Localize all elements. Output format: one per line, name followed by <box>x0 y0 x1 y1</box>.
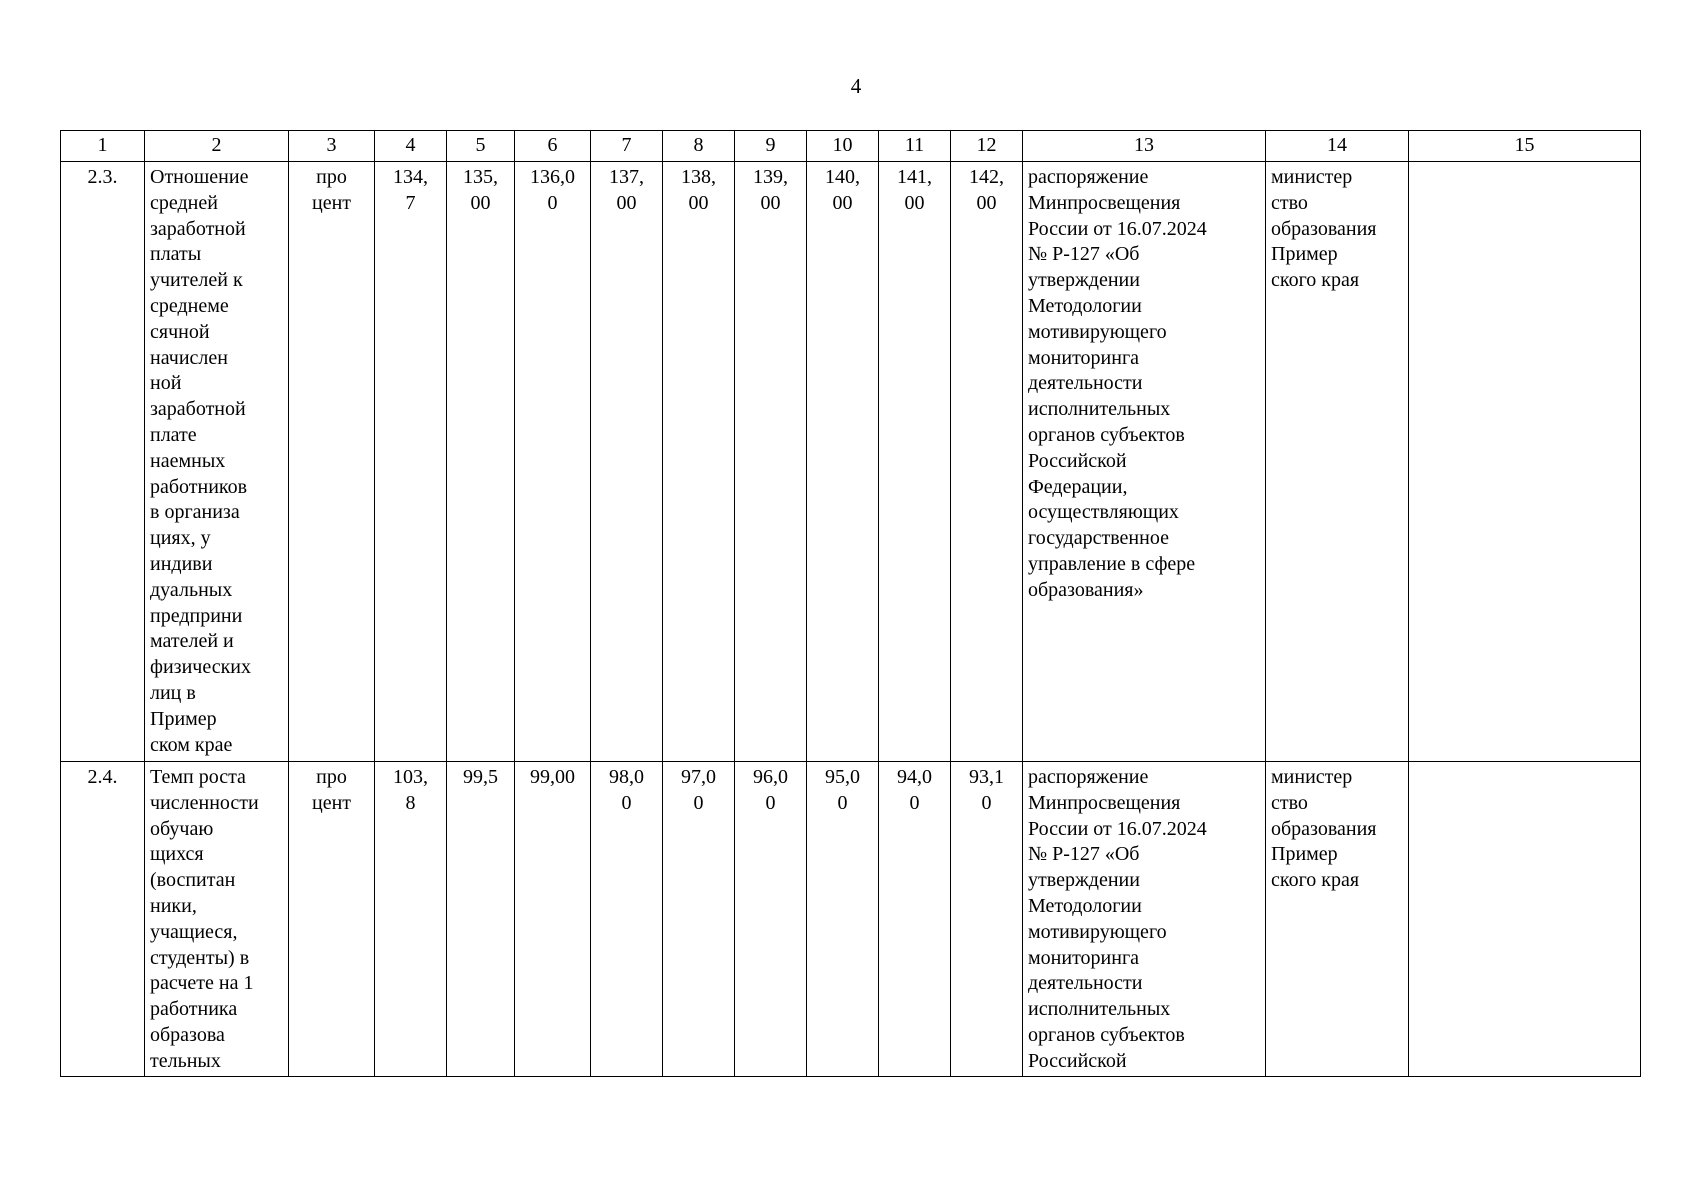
table-row <box>61 162 1641 762</box>
value-cell: 136,0 0 <box>515 162 591 762</box>
note-cell <box>1409 762 1641 1077</box>
value-cell: 93,1 0 <box>951 762 1023 1077</box>
value-cell: 96,0 0 <box>735 762 807 1077</box>
column-number-6: 6 <box>515 131 591 162</box>
value-cell: 142, 00 <box>951 162 1023 762</box>
column-number-13: 13 <box>1023 131 1266 162</box>
column-number-7: 7 <box>591 131 663 162</box>
value-cell: 140, 00 <box>807 162 879 762</box>
row-number: 2.4. <box>61 762 145 1077</box>
table-header-row <box>61 131 1641 162</box>
indicator-name: Отношение средней заработной платы учителей к среднеме сячной начислен ной заработной плате наемных работников в организа циях, у индиви дуальных предприни мателей и физических лиц в Пример ском крае <box>145 162 289 762</box>
value-cell: 98,0 0 <box>591 762 663 1077</box>
column-number-3: 3 <box>289 131 375 162</box>
indicators-table <box>60 130 1641 1077</box>
column-number-8: 8 <box>663 131 735 162</box>
note-cell <box>1409 162 1641 762</box>
value-cell: 135, 00 <box>447 162 515 762</box>
column-number-1: 1 <box>61 131 145 162</box>
column-number-9: 9 <box>735 131 807 162</box>
value-cell: 103, 8 <box>375 762 447 1077</box>
table-row <box>61 762 1641 1077</box>
source-document: распоряжение Минпросвещения России от 16.07.2024 № Р-127 «Об утверждении Методологии мотивирующего мониторинга деятельности исполнительных органов субъектов Российской Федерации, осуществляющих государственное управление в сфере образования» <box>1023 162 1266 762</box>
page-number: 4 <box>850 74 862 98</box>
value-cell: 95,0 0 <box>807 762 879 1077</box>
row-number: 2.3. <box>61 162 145 762</box>
column-number-14: 14 <box>1266 131 1409 162</box>
responsible-body: министер ство образования Пример ского края <box>1266 762 1409 1077</box>
column-number-5: 5 <box>447 131 515 162</box>
responsible-body: министер ство образования Пример ского края <box>1266 162 1409 762</box>
column-number-12: 12 <box>951 131 1023 162</box>
value-cell: 138, 00 <box>663 162 735 762</box>
column-number-2: 2 <box>145 131 289 162</box>
indicator-name: Темп роста численности обучаю щихся (воспитан ники, учащиеся, студенты) в расчете на 1 работника образова тельных <box>145 762 289 1077</box>
source-document: распоряжение Минпросвещения России от 16.07.2024 № Р-127 «Об утверждении Методологии мотивирующего мониторинга деятельности исполнительных органов субъектов Российской <box>1023 762 1266 1077</box>
value-cell: 141, 00 <box>879 162 951 762</box>
value-cell: 99,5 <box>447 762 515 1077</box>
value-cell: 99,00 <box>515 762 591 1077</box>
unit-of-measure: про цент <box>289 762 375 1077</box>
value-cell: 137, 00 <box>591 162 663 762</box>
column-number-15: 15 <box>1409 131 1641 162</box>
value-cell: 139, 00 <box>735 162 807 762</box>
value-cell: 94,0 0 <box>879 762 951 1077</box>
column-number-10: 10 <box>807 131 879 162</box>
value-cell: 97,0 0 <box>663 762 735 1077</box>
value-cell: 134, 7 <box>375 162 447 762</box>
unit-of-measure: про цент <box>289 162 375 762</box>
column-number-4: 4 <box>375 131 447 162</box>
column-number-11: 11 <box>879 131 951 162</box>
